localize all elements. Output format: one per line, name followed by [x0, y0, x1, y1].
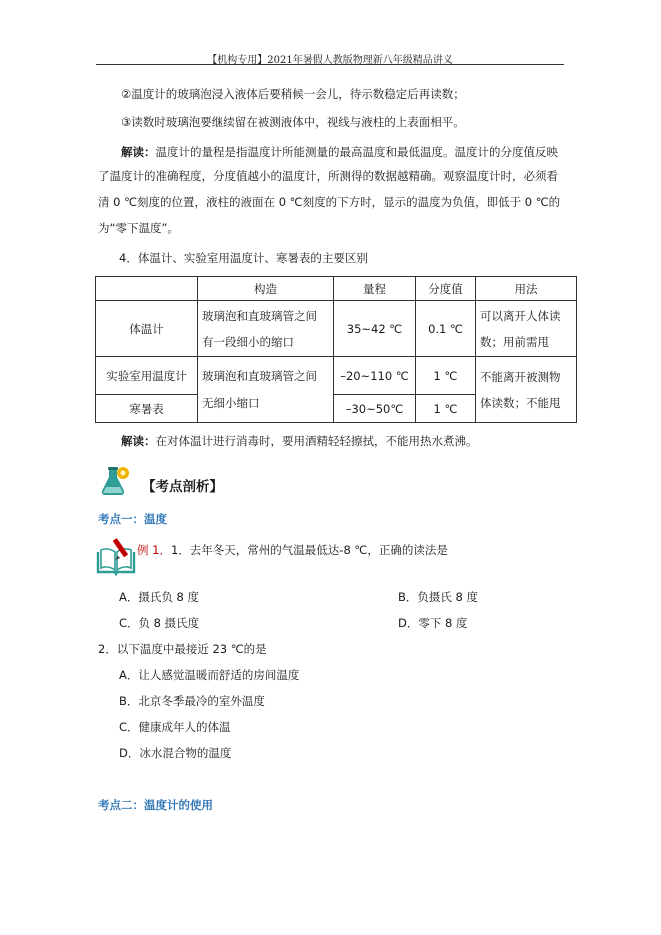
row-division: 0.1 ℃	[416, 301, 476, 357]
option-a: A．摄氏负 8 度	[119, 590, 199, 604]
explain1-line-3: 清 0 ℃刻度的位置，液柱的液面在 0 ℃刻度的下方时，显示的温度为负值，即低于 0 ℃的	[98, 195, 561, 209]
question-2-stem: 2．以下温度中最接近 23 ℃的是	[98, 642, 267, 656]
row-range: –30~50℃	[334, 395, 416, 423]
structure-line: 玻璃泡和直玻璃管之间	[202, 368, 317, 383]
header-rule	[96, 64, 564, 65]
row-range: 35~42 ℃	[334, 301, 416, 357]
book-pen-icon	[96, 538, 136, 576]
kaodian-2: 考点二：温度计的使用	[98, 798, 213, 812]
header-cell-structure: 构造	[198, 277, 334, 301]
intro-line-2: ②温度计的玻璃泡浸入液体后要稍候一会儿，待示数稳定后再读数；	[121, 87, 465, 101]
q2-option-d: D．冰水混合物的温度	[119, 746, 232, 760]
structure-line: 玻璃泡和直玻璃管之间	[202, 308, 317, 323]
structure-line: 有一段细小的缩口	[202, 334, 294, 349]
option-b: B．负摄氏 8 度	[398, 590, 479, 604]
example-question: 1．去年冬天，常州的气温最低达-8 ℃，正确的读法是	[170, 543, 448, 557]
row-structure	[198, 301, 334, 357]
table-row	[96, 301, 577, 357]
explain1-line-4: 为“零下温度”。	[98, 221, 179, 235]
option-c: C．负 8 摄氏度	[119, 616, 200, 630]
row-division: 1 ℃	[416, 395, 476, 423]
row-name: 寒暑表	[96, 395, 198, 423]
row-division: 1 ℃	[416, 357, 476, 395]
explain1-text-1: 温度计的量程是指温度计所能测量的最高温度和最低温度。温度计的分度值反映	[155, 145, 558, 159]
usage-line: 不能离开被测物	[480, 369, 561, 384]
option-d: D．零下 8 度	[398, 616, 468, 630]
example-label: 例 1．	[137, 543, 171, 557]
kaodian-1: 考点一：温度	[98, 512, 167, 526]
page-header: 【机构专用】2021年暑假人教版物理新八年级精品讲义	[207, 55, 453, 66]
row-usage	[476, 357, 577, 423]
table-title: 4．体温计、实验室用温度计、寒暑表的主要区别	[119, 251, 368, 265]
example-1-line	[137, 542, 448, 558]
table-header-row	[96, 277, 577, 301]
row-name: 体温计	[96, 301, 198, 357]
header-cell-range: 量程	[334, 277, 416, 301]
row-range: –20~110 ℃	[334, 357, 416, 395]
row-name: 实验室用温度计	[96, 357, 198, 395]
header-cell-division: 分度值	[416, 277, 476, 301]
q2-option-a: A．让人感觉温暖而舒适的房间温度	[119, 668, 300, 682]
explain1-line-1	[121, 144, 558, 160]
header-cell-usage: 用法	[476, 277, 577, 301]
usage-line: 数；用前需甩	[480, 334, 549, 349]
header-cell-empty	[96, 277, 198, 301]
usage-line: 体读数；不能甩	[480, 395, 561, 410]
explain2	[121, 433, 478, 449]
flask-icon	[100, 465, 134, 497]
row-usage	[476, 301, 577, 357]
explain2-label: 解读：	[121, 434, 156, 448]
table-row	[96, 357, 577, 395]
comparison-table	[95, 276, 577, 423]
intro-line-3: ③读数时玻璃泡要继续留在被测液体中，视线与液柱的上表面相平。	[121, 115, 465, 129]
explain1-line-2: 了温度计的准确程度，分度值越小的温度计，所测得的数据越精确。观察温度计时，必须看	[98, 169, 558, 183]
section-title: 【考点剖析】	[142, 479, 223, 495]
explain2-text: 在对体温计进行消毒时，要用酒精轻轻擦拭，不能用热水煮沸。	[155, 434, 478, 448]
q2-option-b: B．北京冬季最冷的室外温度	[119, 694, 265, 708]
structure-line: 无细小缩口	[202, 395, 260, 410]
q2-option-c: C．健康成年人的体温	[119, 720, 231, 734]
usage-line: 可以离开人体读	[480, 308, 561, 323]
explain1-label: 解读：	[121, 145, 156, 159]
row-structure	[198, 357, 334, 423]
